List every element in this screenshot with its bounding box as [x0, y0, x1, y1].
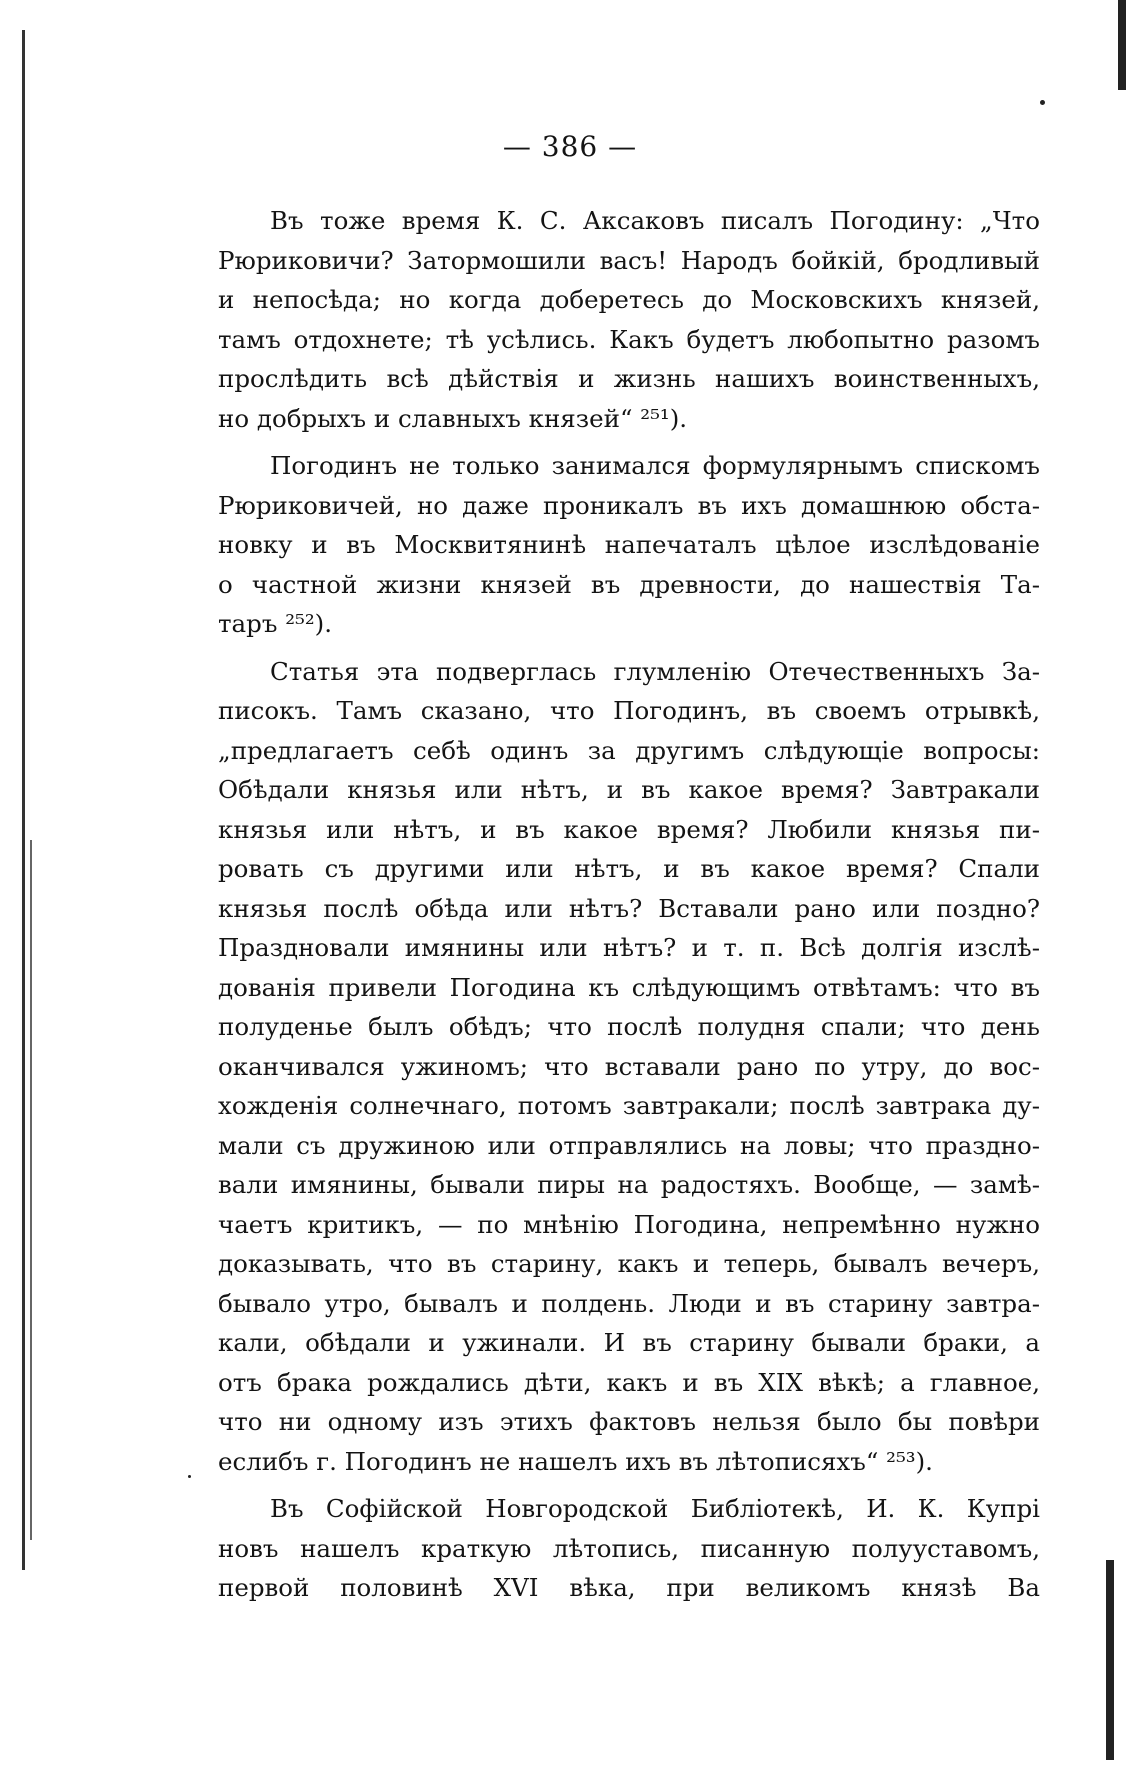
text-line: писокъ. Тамъ сказано, что Погодинъ, въ своемъ отрывкѣ, [218, 696, 1040, 725]
text-line: еслибъ г. Погодинъ не нашелъ ихъ въ лѣтописяхъ“ ²⁵³). [218, 1446, 933, 1476]
text-line: новъ нашелъ краткую лѣтопись, писанную полууставомъ, [218, 1533, 1040, 1563]
text-line: новку и въ Москвитянинѣ напечаталъ цѣлое изслѣдованіе [218, 530, 1040, 559]
paragraph [218, 446, 1040, 644]
text-line: Погодинъ не только занимался формулярнымъ спискомъ [270, 451, 1040, 480]
page-number: — 386 — [502, 130, 638, 163]
text-line: хожденія солнечнаго, потомъ завтракали; послѣ завтрака ду- [218, 1091, 1040, 1120]
text-line: чаетъ критикъ, — по мнѣнію Погодина, непремѣнно нужно [218, 1209, 1040, 1239]
scan-binding-line [22, 30, 25, 1570]
text-line: тамъ отдохнете; тѣ усѣлись. Какъ будетъ любопытно разомъ [218, 324, 1040, 354]
text-line: прослѣдить всѣ дѣйствія и жизнь нашихъ воинственныхъ, [218, 364, 1040, 393]
text-line: „предлагаетъ себѣ одинъ за другимъ слѣдующіе вопросы: [218, 735, 1040, 765]
text-line: бывало утро, бывалъ и полдень. Люди и въ старину завтра- [218, 1288, 1040, 1318]
text-line: кали, обѣдали и ужинали. И въ старину бывали браки, а [218, 1328, 1040, 1357]
paragraph [218, 1489, 1040, 1608]
text-line: что ни одному изъ этихъ фактовъ нельзя было бы повѣри [218, 1407, 1040, 1436]
paragraph [218, 652, 1040, 1482]
body-text [218, 201, 1040, 1608]
scan-edge-mark-bottom [1106, 1560, 1114, 1760]
scan-binding-line-inner [30, 840, 32, 1540]
text-line: Обѣдали князья или нѣтъ, и въ какое время? Завтракали [218, 775, 1040, 804]
text-line: отъ брака рождались дѣти, какъ и въ XIX вѣкѣ; а главное, [218, 1367, 1040, 1397]
text-line: князья или нѣтъ, и въ какое время? Любили князья пи- [218, 814, 1040, 844]
text-line: князья послѣ обѣда или нѣтъ? Вставали рано или поздно? [218, 893, 1040, 923]
text-line: первой половинѣ XVI вѣка, при великомъ князѣ Ва [218, 1573, 1040, 1602]
text-line: о частной жизни князей въ древности, до нашествія Та- [218, 569, 1040, 599]
text-line: доказывать, что въ старину, какъ и теперь, бывалъ вечеръ, [218, 1249, 1040, 1278]
text-line: оканчивался ужиномъ; что вставали рано по утру, до вос- [218, 1051, 1040, 1081]
text-line: но добрыхъ и славныхъ князей“ ²⁵¹). [218, 403, 688, 433]
text-line: таръ ²⁵²). [218, 609, 333, 638]
text-line: Въ тоже время К. С. Аксаковъ писалъ Погодину: „Что [270, 206, 1040, 235]
scan-speck [1040, 100, 1045, 105]
text-line: и непосѣда; но когда доберетесь до Московскихъ князей, [218, 285, 1040, 314]
text-line: вали имянины, бывали пиры на радостяхъ. Вообще, — замѣ- [218, 1170, 1040, 1199]
text-line: Рюриковичи? Затормошили васъ! Народъ бойкій, бродливый [218, 245, 1040, 275]
text-line: дованія привели Погодина къ слѣдующимъ отвѣтамъ: что въ [218, 972, 1040, 1002]
paragraph [218, 201, 1040, 438]
text-line: полуденье былъ обѣдъ; что послѣ полудня спали; что день [218, 1012, 1040, 1041]
text-line: Рюриковичей, но даже проникалъ въ ихъ домашнюю обста- [218, 490, 1040, 520]
scan-edge-mark-top [1118, 0, 1126, 90]
text-line: Статья эта подверглась глумленію Отечественныхъ За- [270, 656, 1040, 686]
text-line: мали съ дружиною или отправлялись на ловы; что праздно- [218, 1130, 1040, 1160]
text-line: ровать съ другими или нѣтъ, и въ какое время? Спали [218, 854, 1040, 883]
text-line: Въ Софійской Новгородской Библіотекѣ, И. К. Купрі [270, 1494, 1040, 1523]
scan-speck [188, 1475, 191, 1478]
text-line: Праздновали имянины или нѣтъ? и т. п. Всѣ долгія изслѣ- [218, 933, 1040, 962]
